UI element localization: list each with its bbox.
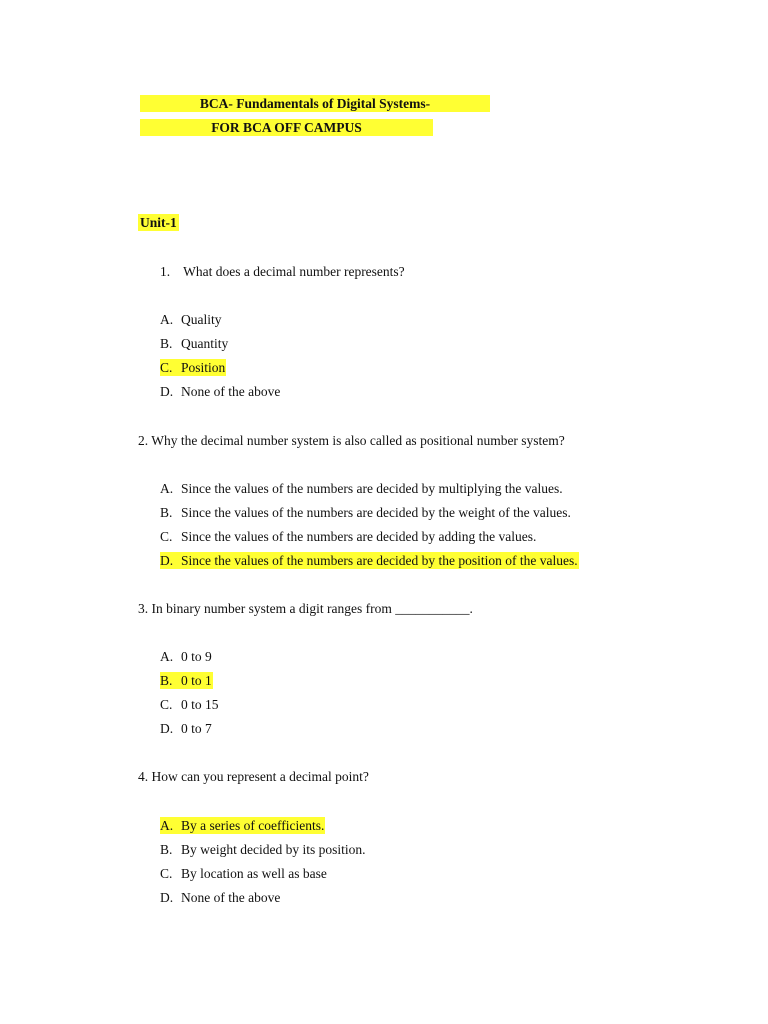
option-text: Since the values of the numbers are decided by multiplying the values. [181, 481, 563, 496]
option-letter: B. [160, 336, 173, 351]
option-letter: A. [160, 649, 174, 664]
option-letter: D. [160, 890, 174, 905]
question-1 [160, 263, 405, 280]
option-text: By a series of coefficients. [181, 818, 325, 833]
question-4 [138, 768, 369, 785]
option-text: By location as well as base [181, 866, 327, 881]
question-4-option-c [160, 865, 327, 882]
option-letter: A. [160, 481, 174, 496]
document-title [140, 95, 490, 112]
document-subtitle [140, 119, 433, 136]
option-text: Quantity [181, 336, 229, 351]
option-text: 0 to 9 [181, 649, 212, 664]
question-3-option-b-answer [160, 672, 213, 689]
option-letter: A. [160, 818, 174, 833]
question-1-option-d [160, 383, 280, 400]
question-2 [138, 432, 565, 449]
question-1-option-c-answer [160, 359, 226, 376]
question-4-text: How can you represent a decimal point? [151, 769, 369, 784]
question-4-option-a-answer [160, 817, 325, 834]
option-letter: B. [160, 673, 173, 688]
option-text: Quality [181, 312, 222, 327]
question-1-text: What does a decimal number represents? [183, 264, 405, 279]
question-3-text: In binary number system a digit ranges from ___________. [151, 601, 473, 616]
option-text: None of the above [181, 890, 281, 905]
option-text: 0 to 7 [181, 721, 212, 736]
question-1-option-b [160, 335, 228, 352]
option-letter: D. [160, 384, 174, 399]
question-3-option-d [160, 720, 212, 737]
option-letter: B. [160, 505, 173, 520]
option-text: Position [181, 360, 226, 375]
question-1-option-a [160, 311, 222, 328]
option-text: 0 to 1 [181, 673, 212, 688]
question-4-option-d [160, 889, 280, 906]
document-subtitle-text: FOR BCA OFF CAMPUS [211, 120, 362, 135]
question-3-option-a [160, 648, 212, 665]
question-2-text: Why the decimal number system is also called as positional number system? [151, 433, 565, 448]
option-letter: D. [160, 553, 174, 568]
option-text: Since the values of the numbers are decided by the position of the values. [181, 553, 578, 568]
option-text: 0 to 15 [181, 697, 219, 712]
option-text: Since the values of the numbers are decided by the weight of the values. [181, 505, 571, 520]
unit-heading: Unit-1 [140, 215, 177, 230]
option-text: By weight decided by its position. [181, 842, 366, 857]
option-letter: C. [160, 866, 173, 881]
question-2-option-c [160, 528, 536, 545]
question-2-option-b [160, 504, 571, 521]
option-letter: B. [160, 842, 173, 857]
document-title-text: BCA- Fundamentals of Digital Systems- [199, 96, 431, 111]
question-4-option-b [160, 841, 366, 858]
question-2-option-d-answer [160, 552, 579, 569]
option-letter: C. [160, 360, 173, 375]
question-3-number: 3. [138, 601, 149, 616]
option-text: Since the values of the numbers are decided by adding the values. [181, 529, 537, 544]
question-2-option-a [160, 480, 563, 497]
question-4-number: 4. [138, 769, 149, 784]
option-letter: A. [160, 312, 174, 327]
question-2-number: 2. [138, 433, 149, 448]
question-3 [138, 600, 473, 617]
option-letter: D. [160, 721, 174, 736]
option-text: None of the above [181, 384, 281, 399]
option-letter: C. [160, 529, 173, 544]
question-3-option-c [160, 696, 219, 713]
question-1-number: 1. [160, 264, 171, 279]
option-letter: C. [160, 697, 173, 712]
